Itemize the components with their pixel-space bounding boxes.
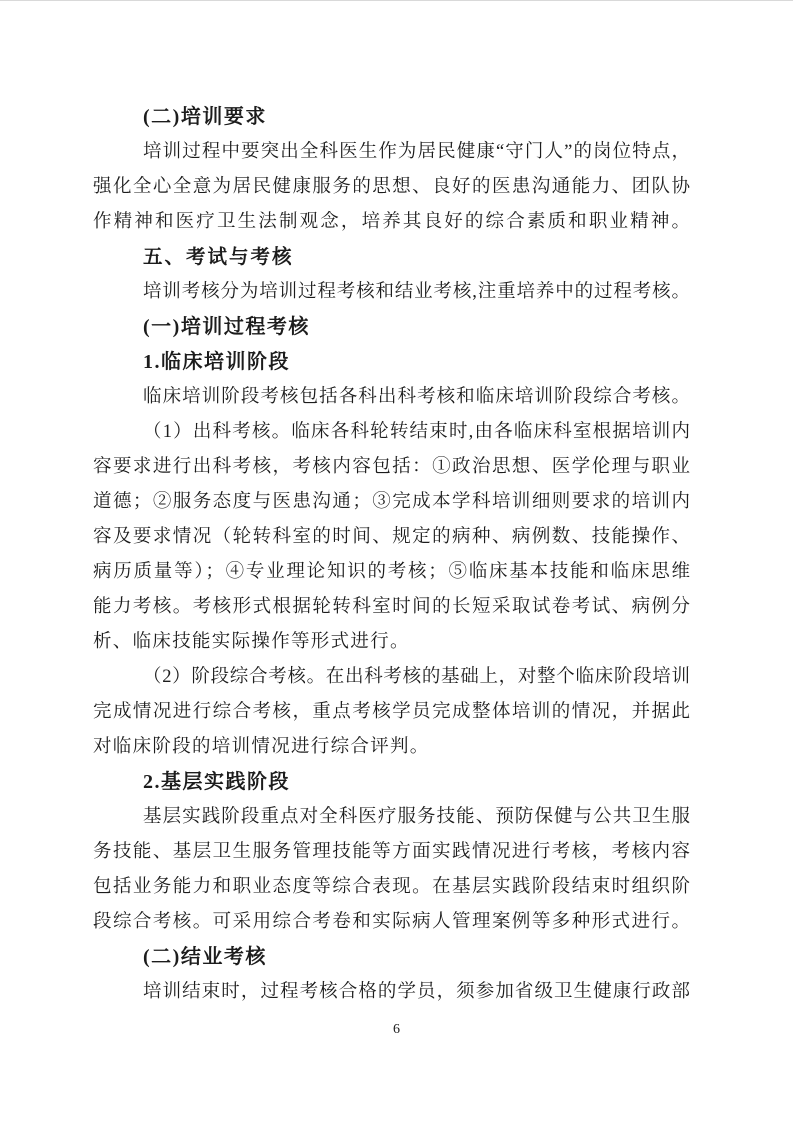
section-heading: 五、考试与考核 xyxy=(143,246,294,268)
section-heading: 1.临床培训阶段 xyxy=(143,351,290,373)
section-heading: (二)培训要求 xyxy=(143,106,267,128)
text-line: 作精神和医疗卫生法制观念，培养其良好的综合素质和职业精神。 xyxy=(93,212,690,232)
text-line: 临床培训阶段考核包括各科出科考核和临床培训阶段综合考核。 xyxy=(143,387,690,407)
text-line: 对临床阶段的培训情况进行综合评判。 xyxy=(93,737,430,757)
text-line: 务技能、基层卫生服务管理技能等方面实践情况进行考核，考核内容 xyxy=(93,842,690,862)
text-line: （1）出科考核。临床各科轮转结束时,由各临床科室根据培训内 xyxy=(143,422,690,442)
text-line: 容及要求情况（轮转科室的时间、规定的病种、病例数、技能操作、 xyxy=(93,527,690,547)
section-heading: (一)培训过程考核 xyxy=(143,316,310,338)
text-line: 包括业务能力和职业态度等综合表现。在基层实践阶段结束时组织阶 xyxy=(93,877,690,897)
text-line: （2）阶段综合考核。在出科考核的基础上，对整个临床阶段培训 xyxy=(143,667,690,687)
text-line: 培训考核分为培训过程考核和结业考核,注重培养中的过程考核。 xyxy=(143,282,690,302)
text-line: 强化全心全意为居民健康服务的思想、良好的医患沟通能力、团队协 xyxy=(93,177,690,197)
page-top-edge xyxy=(0,0,793,1)
section-heading: 2.基层实践阶段 xyxy=(143,771,290,793)
text-line: 病历质量等）；④专业理论知识的考核；⑤临床基本技能和临床思维 xyxy=(93,562,690,582)
text-line: 容要求进行出科考核，考核内容包括：①政治思想、医学伦理与职业 xyxy=(93,457,690,477)
document-content xyxy=(93,100,690,1010)
text-line: 培训结束时，过程考核合格的学员，须参加省级卫生健康行政部 xyxy=(143,982,690,1002)
text-line: 析、临床技能实际操作等形式进行。 xyxy=(93,632,410,652)
text-line: 段综合考核。可采用综合考卷和实际病人管理案例等多种形式进行。 xyxy=(93,912,690,932)
text-line: 道德；②服务态度与医患沟通；③完成本学科培训细则要求的培训内 xyxy=(93,492,690,512)
text-line: 完成情况进行综合考核，重点考核学员完成整体培训的情况，并据此 xyxy=(93,702,690,722)
text-line: 培训过程中要突出全科医生作为居民健康“守门人”的岗位特点， xyxy=(143,142,690,162)
section-heading: (二)结业考核 xyxy=(143,946,267,968)
page-number: 6 xyxy=(393,1022,400,1037)
text-line: 基层实践阶段重点对全科医疗服务技能、预防保健与公共卫生服 xyxy=(143,807,690,827)
text-line: 能力考核。考核形式根据轮转科室时间的长短采取试卷考试、病例分 xyxy=(93,597,690,617)
